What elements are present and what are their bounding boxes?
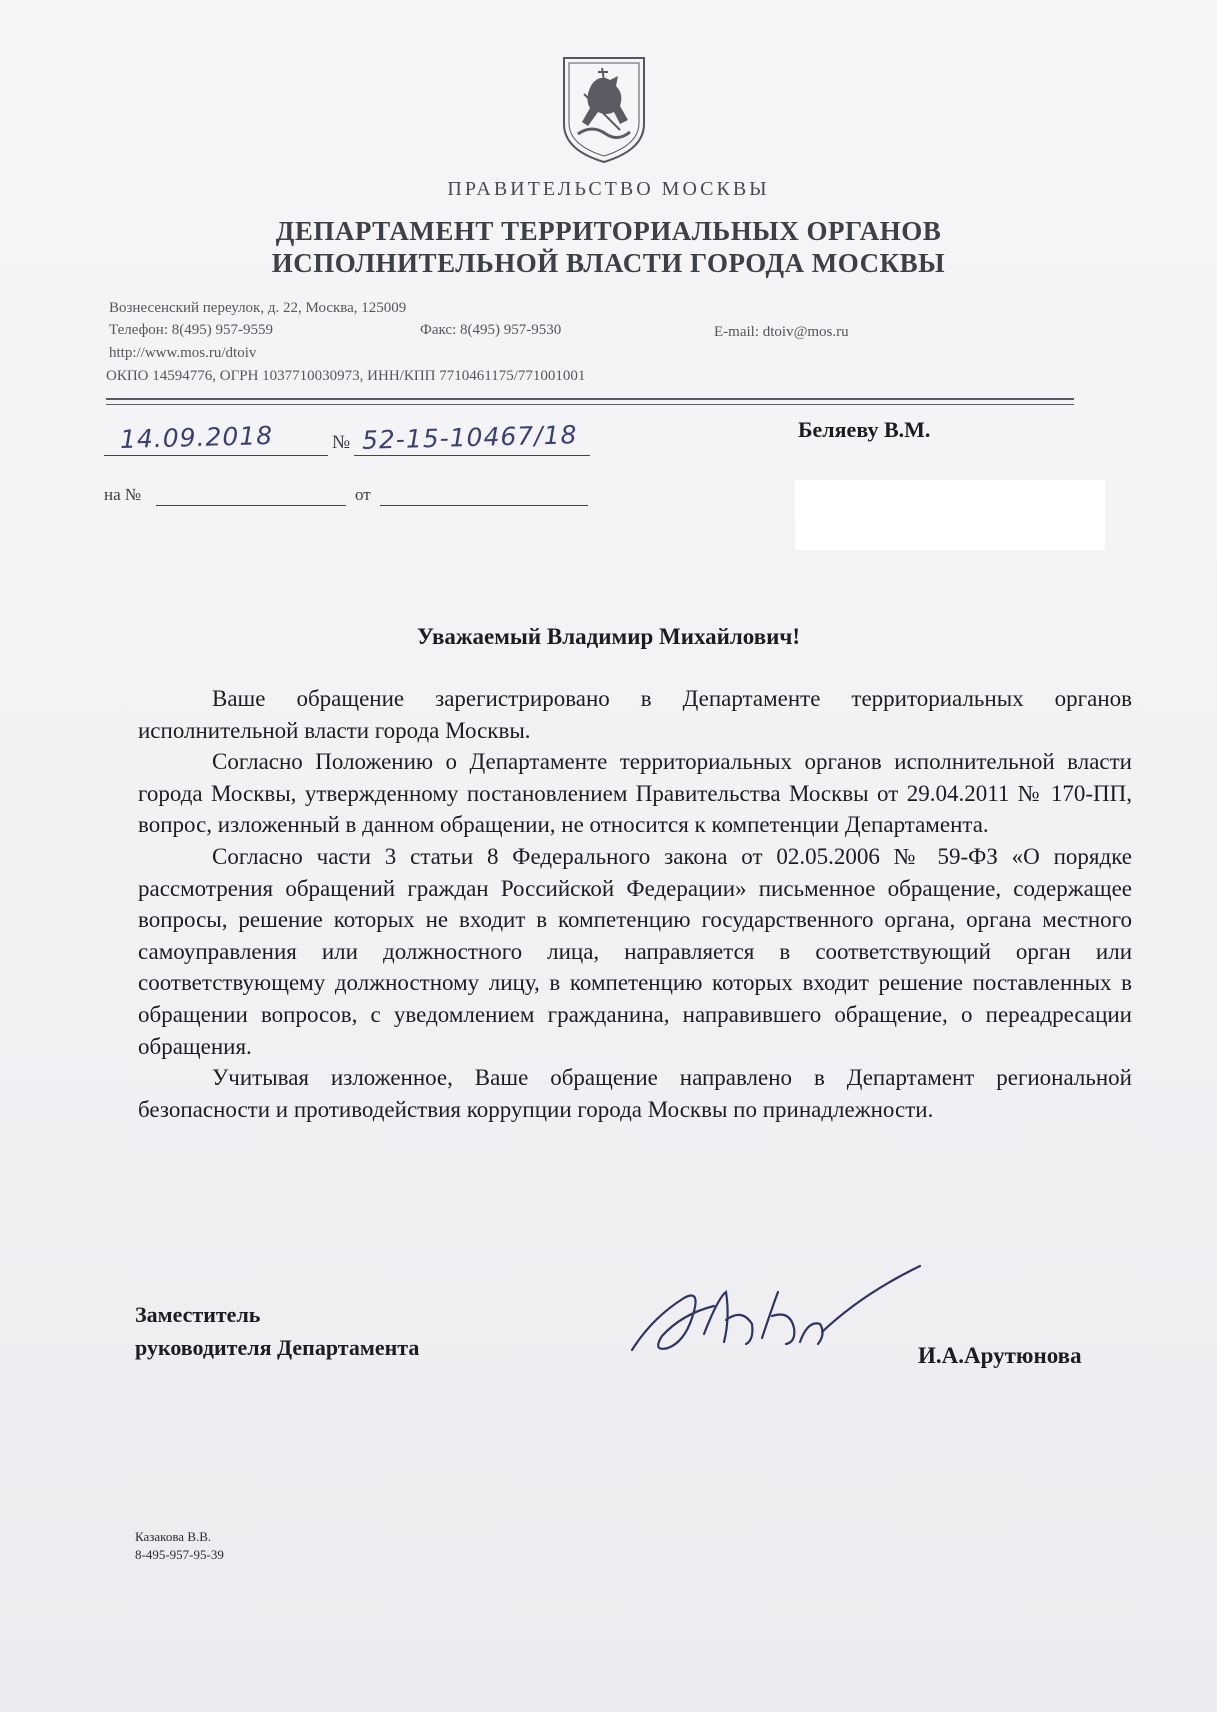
number-sign: № <box>332 432 351 453</box>
paragraph-2: Согласно Положению о Департаменте территориальных органов исполнительной власти города Москвы, утвержденному постановлением Правительства Москвы от 29.04.2011 № 170-ПП, вопрос, изложенный в данном обращении, не относится к компетенции Департамента. <box>138 749 1132 838</box>
signer-position-line2: руководителя Департамента <box>135 1335 420 1360</box>
government-name: ПРАВИТЕЛЬСТВО МОСКВЫ <box>447 178 770 200</box>
contact-codes: ОКПО 14594776, ОГРН 1037710030973, ИНН/КПП 7710461175/771001001 <box>106 368 586 384</box>
handwritten-signature <box>622 1258 922 1368</box>
reference-number-label: на № <box>104 485 142 504</box>
contact-fax: Факс: 8(495) 957-9530 <box>420 322 562 338</box>
header-divider-top <box>106 398 1074 400</box>
date-underline <box>104 455 328 456</box>
registration-number: 52-15-10467/18 <box>361 420 578 455</box>
executor-name: Казакова В.В. <box>135 1529 212 1544</box>
executor-phone: 8-495-957-95-39 <box>135 1547 224 1562</box>
paragraph-1: Ваше обращение зарегистрировано в Департаменте территориальных органов исполнительной власти города Москвы. <box>138 686 1132 743</box>
signer-position <box>135 1298 419 1364</box>
signer-name: И.А.Арутюнова <box>918 1343 1082 1368</box>
reference-number-line <box>156 505 346 506</box>
contact-email: E-mail: dtoiv@mos.ru <box>714 324 849 340</box>
paragraph-3: Согласно части 3 статьи 8 Федерального закона от 02.05.2006 № 59-ФЗ «О порядке рассмотрения обращений граждан Российской Федерации» письменное обращение, содержащее вопросы, решение которых не входит в компетенцию государственного органа, органа местного самоуправления или должностного лица, направляется в соответствующий орган или соответствующему должностному лицу, в компетенцию которых входит решение поставленных в обращении вопросов, с уведомлением гражданина, направившего обращение, о переадресации обращения. <box>138 843 1132 1059</box>
contact-address: Вознесенский переулок, д. 22, Москва, 125009 <box>109 300 407 316</box>
letter-greeting: Уважаемый Владимир Михайлович! <box>416 624 801 649</box>
department-name-line1: ДЕПАРТАМЕНТ ТЕРРИТОРИАЛЬНЫХ ОРГАНОВ <box>275 216 942 246</box>
contact-phone: Телефон: 8(495) 957-9559 <box>109 322 273 338</box>
letter-body <box>138 683 1132 1125</box>
registration-date: 14.09.2018 <box>119 421 274 454</box>
number-underline <box>354 455 590 456</box>
contact-website: http://www.mos.ru/dtoiv <box>109 345 257 361</box>
header-divider-bottom <box>106 404 1074 405</box>
paragraph-4: Учитывая изложенное, Ваше обращение направлено в Департамент региональной безопасности и противодействия коррупции города Москвы по принадлежности. <box>138 1065 1132 1122</box>
redacted-address-block <box>795 480 1105 550</box>
signer-position-line1: Заместитель <box>135 1302 261 1327</box>
executor-info <box>135 1528 224 1564</box>
moscow-coat-of-arms-icon <box>558 54 650 166</box>
department-name-line2: ИСПОЛНИТЕЛЬНОЙ ВЛАСТИ ГОРОДА МОСКВЫ <box>271 248 946 278</box>
recipient-name: Беляеву В.М. <box>798 417 931 442</box>
reference-from-line <box>380 505 588 506</box>
reference-from-label: от <box>355 485 371 504</box>
